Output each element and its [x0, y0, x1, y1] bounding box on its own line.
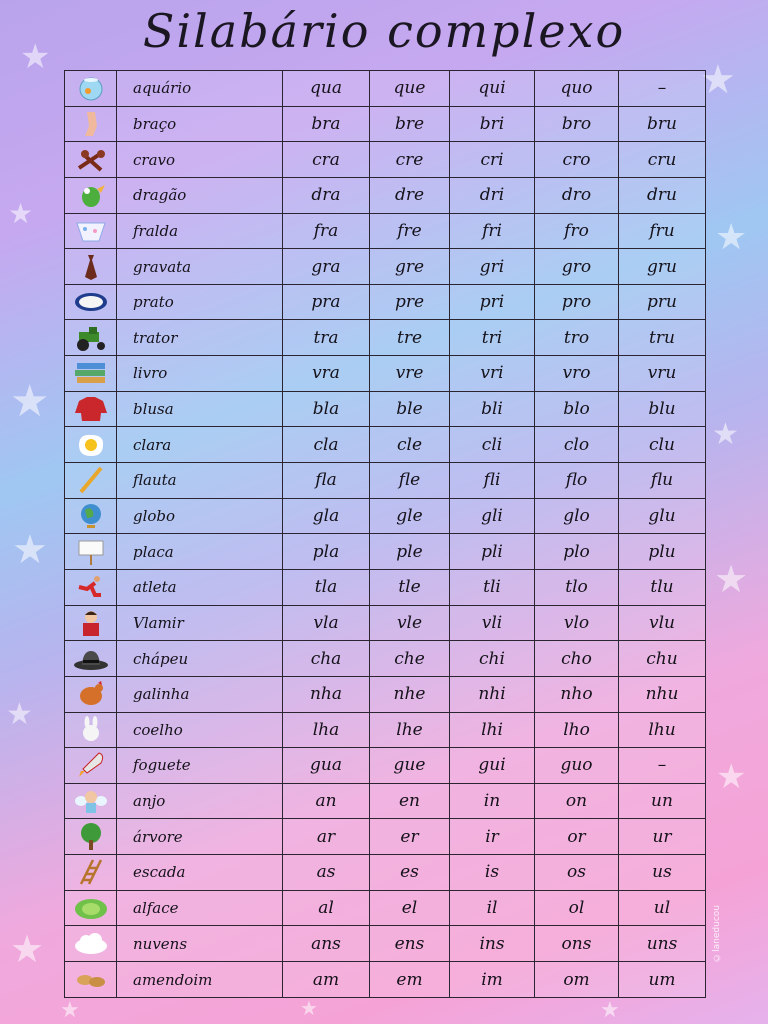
- syllable-cell: glo: [535, 498, 619, 534]
- syllable-cell: cha: [283, 641, 370, 677]
- table-row: [65, 641, 706, 677]
- syllable-cell: –: [619, 71, 706, 107]
- syllable-cell: pli: [450, 534, 535, 570]
- syllable-cell: lhe: [370, 712, 450, 748]
- syllable-cell: vra: [283, 356, 370, 392]
- row-word: galinha: [117, 676, 283, 712]
- star-icon: ★: [6, 697, 33, 732]
- syllable-cell: ar: [283, 819, 370, 855]
- syllable-cell: fra: [283, 213, 370, 249]
- books-icon: [65, 356, 117, 392]
- syllable-cell: dri: [450, 177, 535, 213]
- aquarium-icon: [65, 71, 117, 107]
- row-word: nuvens: [117, 926, 283, 962]
- row-word: fralda: [117, 213, 283, 249]
- table-row: [65, 605, 706, 641]
- syllable-cell: blu: [619, 391, 706, 427]
- syllable-cell: flo: [535, 463, 619, 499]
- syllable-cell: gru: [619, 249, 706, 285]
- row-word: coelho: [117, 712, 283, 748]
- sign-icon: [65, 534, 117, 570]
- syllable-cell: fre: [370, 213, 450, 249]
- row-word: globo: [117, 498, 283, 534]
- row-word: trator: [117, 320, 283, 356]
- row-word: chápeu: [117, 641, 283, 677]
- syllable-cell: an: [283, 783, 370, 819]
- syllable-cell: cru: [619, 142, 706, 178]
- syllable-cell: tlo: [535, 569, 619, 605]
- table-row: [65, 498, 706, 534]
- syllable-cell: dro: [535, 177, 619, 213]
- table-row: [65, 712, 706, 748]
- syllable-cell: cho: [535, 641, 619, 677]
- row-word: cravo: [117, 142, 283, 178]
- table-row: [65, 356, 706, 392]
- syllable-cell: em: [370, 962, 450, 998]
- row-word: escada: [117, 855, 283, 891]
- syllable-cell: fle: [370, 463, 450, 499]
- syllable-cell: tle: [370, 569, 450, 605]
- syllable-cell: lhi: [450, 712, 535, 748]
- syllable-cell: cri: [450, 142, 535, 178]
- athlete-icon: [65, 569, 117, 605]
- hen-icon: [65, 676, 117, 712]
- syllable-cell: bri: [450, 106, 535, 142]
- syllable-cell: cla: [283, 427, 370, 463]
- table-row: [65, 534, 706, 570]
- syllable-cell: tlu: [619, 569, 706, 605]
- syllable-cell: quo: [535, 71, 619, 107]
- row-word: flauta: [117, 463, 283, 499]
- star-icon: ★: [8, 197, 34, 230]
- syllable-cell: is: [450, 855, 535, 891]
- row-word: aquário: [117, 71, 283, 107]
- syllable-cell: lho: [535, 712, 619, 748]
- syllable-cell: clo: [535, 427, 619, 463]
- syllable-table-container: [64, 70, 705, 998]
- syllable-cell: gri: [450, 249, 535, 285]
- row-word: foguete: [117, 748, 283, 784]
- syllable-cell: gle: [370, 498, 450, 534]
- row-word: clara: [117, 427, 283, 463]
- table-row: [65, 427, 706, 463]
- syllable-cell: or: [535, 819, 619, 855]
- syllable-cell: gla: [283, 498, 370, 534]
- row-word: anjo: [117, 783, 283, 819]
- tree-icon: [65, 819, 117, 855]
- syllable-cell: dru: [619, 177, 706, 213]
- syllable-cell: vla: [283, 605, 370, 641]
- syllable-cell: nho: [535, 676, 619, 712]
- row-word: dragão: [117, 177, 283, 213]
- row-word: Vlamir: [117, 605, 283, 641]
- table-row: [65, 855, 706, 891]
- syllable-cell: uns: [619, 926, 706, 962]
- row-word: livro: [117, 356, 283, 392]
- angel-icon: [65, 783, 117, 819]
- syllable-cell: plu: [619, 534, 706, 570]
- syllable-cell: il: [450, 890, 535, 926]
- dragon-icon: [65, 177, 117, 213]
- row-word: árvore: [117, 819, 283, 855]
- star-icon: ★: [714, 557, 749, 601]
- star-icon: ★: [60, 998, 80, 1023]
- syllable-cell: bru: [619, 106, 706, 142]
- syllable-cell: bre: [370, 106, 450, 142]
- syllable-cell: gue: [370, 748, 450, 784]
- row-word: amendoim: [117, 962, 283, 998]
- clove-icon: [65, 142, 117, 178]
- syllable-cell: as: [283, 855, 370, 891]
- globe-icon: [65, 498, 117, 534]
- table-row: [65, 391, 706, 427]
- syllable-cell: gua: [283, 748, 370, 784]
- syllable-cell: fru: [619, 213, 706, 249]
- table-row: [65, 748, 706, 784]
- peanut-icon: [65, 962, 117, 998]
- syllable-cell: che: [370, 641, 450, 677]
- flute-icon: [65, 463, 117, 499]
- syllable-cell: vro: [535, 356, 619, 392]
- syllable-cell: vlu: [619, 605, 706, 641]
- syllable-cell: on: [535, 783, 619, 819]
- syllable-cell: blo: [535, 391, 619, 427]
- tractor-icon: [65, 320, 117, 356]
- table-row: [65, 962, 706, 998]
- syllable-cell: clu: [619, 427, 706, 463]
- table-row: [65, 926, 706, 962]
- table-row: [65, 284, 706, 320]
- syllable-cell: en: [370, 783, 450, 819]
- table-row: [65, 71, 706, 107]
- syllable-cell: un: [619, 783, 706, 819]
- syllable-cell: lha: [283, 712, 370, 748]
- syllable-cell: pre: [370, 284, 450, 320]
- lettuce-icon: [65, 890, 117, 926]
- syllable-cell: dra: [283, 177, 370, 213]
- table-row: [65, 569, 706, 605]
- syllable-cell: bla: [283, 391, 370, 427]
- credit: ©laneducou: [712, 905, 722, 962]
- table-row: [65, 249, 706, 285]
- rabbit-icon: [65, 712, 117, 748]
- syllable-cell: pla: [283, 534, 370, 570]
- syllable-cell: cre: [370, 142, 450, 178]
- row-word: gravata: [117, 249, 283, 285]
- syllable-cell: pra: [283, 284, 370, 320]
- syllable-cell: nhi: [450, 676, 535, 712]
- table-row: [65, 783, 706, 819]
- syllable-cell: im: [450, 962, 535, 998]
- table-row: [65, 463, 706, 499]
- syllable-cell: flu: [619, 463, 706, 499]
- table-row: [65, 106, 706, 142]
- rocket-icon: [65, 748, 117, 784]
- syllable-cell: us: [619, 855, 706, 891]
- table-row: [65, 177, 706, 213]
- syllable-cell: ol: [535, 890, 619, 926]
- syllable-cell: um: [619, 962, 706, 998]
- page-title: Silabário complexo: [142, 4, 626, 58]
- boy-icon: [65, 605, 117, 641]
- syllable-cell: er: [370, 819, 450, 855]
- syllable-cell: os: [535, 855, 619, 891]
- plate-icon: [65, 284, 117, 320]
- syllable-cell: el: [370, 890, 450, 926]
- syllable-cell: tro: [535, 320, 619, 356]
- syllable-cell: ans: [283, 926, 370, 962]
- table-row: [65, 890, 706, 926]
- syllable-cell: glu: [619, 498, 706, 534]
- syllable-cell: chi: [450, 641, 535, 677]
- syllable-cell: qui: [450, 71, 535, 107]
- cloud-icon: [65, 926, 117, 962]
- table-row: [65, 213, 706, 249]
- row-word: placa: [117, 534, 283, 570]
- sweater-icon: [65, 391, 117, 427]
- syllable-cell: ir: [450, 819, 535, 855]
- syllable-cell: vli: [450, 605, 535, 641]
- row-word: alface: [117, 890, 283, 926]
- syllable-cell: ble: [370, 391, 450, 427]
- syllable-cell: lhu: [619, 712, 706, 748]
- syllable-cell: fro: [535, 213, 619, 249]
- syllable-cell: om: [535, 962, 619, 998]
- star-icon: ★: [712, 417, 739, 452]
- syllable-cell: gro: [535, 249, 619, 285]
- syllable-cell: gra: [283, 249, 370, 285]
- star-icon: ★: [600, 998, 620, 1023]
- syllable-cell: vru: [619, 356, 706, 392]
- star-icon: ★: [700, 57, 736, 103]
- syllable-table: [64, 70, 706, 998]
- syllable-cell: vlo: [535, 605, 619, 641]
- syllable-cell: vle: [370, 605, 450, 641]
- syllable-cell: ul: [619, 890, 706, 926]
- syllable-cell: cra: [283, 142, 370, 178]
- syllable-cell: ons: [535, 926, 619, 962]
- star-icon: ★: [10, 927, 45, 971]
- syllable-cell: al: [283, 890, 370, 926]
- syllable-cell: nha: [283, 676, 370, 712]
- syllable-cell: pro: [535, 284, 619, 320]
- star-icon: ★: [10, 376, 50, 427]
- syllable-cell: qua: [283, 71, 370, 107]
- syllable-cell: tra: [283, 320, 370, 356]
- star-icon: ★: [300, 996, 318, 1020]
- syllable-cell: gui: [450, 748, 535, 784]
- egg-icon: [65, 427, 117, 463]
- syllable-cell: vri: [450, 356, 535, 392]
- syllable-cell: vre: [370, 356, 450, 392]
- syllable-cell: cle: [370, 427, 450, 463]
- necktie-icon: [65, 249, 117, 285]
- syllable-cell: am: [283, 962, 370, 998]
- syllable-cell: nhe: [370, 676, 450, 712]
- syllable-cell: tla: [283, 569, 370, 605]
- syllable-cell: tli: [450, 569, 535, 605]
- row-word: prato: [117, 284, 283, 320]
- syllable-cell: fli: [450, 463, 535, 499]
- star-icon: ★: [20, 37, 51, 77]
- row-word: atleta: [117, 569, 283, 605]
- syllable-cell: ur: [619, 819, 706, 855]
- syllable-cell: gre: [370, 249, 450, 285]
- star-icon: ★: [716, 757, 747, 797]
- syllable-cell: ens: [370, 926, 450, 962]
- syllable-cell: ins: [450, 926, 535, 962]
- syllable-cell: guo: [535, 748, 619, 784]
- syllable-cell: pri: [450, 284, 535, 320]
- syllable-cell: ple: [370, 534, 450, 570]
- syllable-cell: cro: [535, 142, 619, 178]
- syllable-cell: nhu: [619, 676, 706, 712]
- syllable-cell: in: [450, 783, 535, 819]
- syllable-cell: fla: [283, 463, 370, 499]
- hat-icon: [65, 641, 117, 677]
- syllable-cell: bro: [535, 106, 619, 142]
- diaper-icon: [65, 213, 117, 249]
- syllable-cell: cli: [450, 427, 535, 463]
- row-word: blusa: [117, 391, 283, 427]
- table-row: [65, 819, 706, 855]
- table-row: [65, 142, 706, 178]
- syllable-cell: pru: [619, 284, 706, 320]
- syllable-cell: plo: [535, 534, 619, 570]
- row-word: braço: [117, 106, 283, 142]
- arm-icon: [65, 106, 117, 142]
- ladder-icon: [65, 855, 117, 891]
- syllable-cell: bra: [283, 106, 370, 142]
- syllable-cell: tre: [370, 320, 450, 356]
- syllable-cell: gli: [450, 498, 535, 534]
- syllable-cell: fri: [450, 213, 535, 249]
- table-row: [65, 676, 706, 712]
- syllable-cell: dre: [370, 177, 450, 213]
- star-icon: ★: [715, 217, 748, 258]
- syllable-cell: bli: [450, 391, 535, 427]
- star-icon: ★: [12, 527, 48, 573]
- table-row: [65, 320, 706, 356]
- syllable-cell: –: [619, 748, 706, 784]
- syllable-cell: que: [370, 71, 450, 107]
- syllable-cell: es: [370, 855, 450, 891]
- syllable-cell: tru: [619, 320, 706, 356]
- syllable-cell: tri: [450, 320, 535, 356]
- syllable-cell: chu: [619, 641, 706, 677]
